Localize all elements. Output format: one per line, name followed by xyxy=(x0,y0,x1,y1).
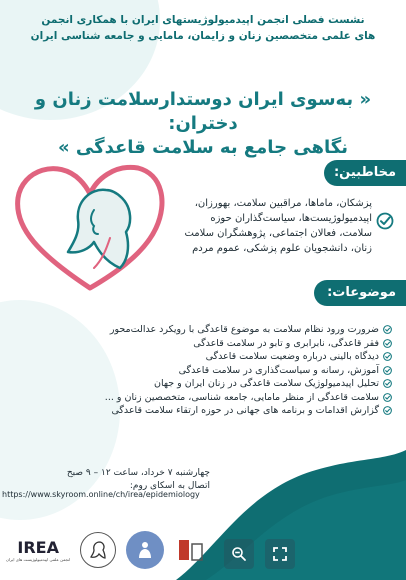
mother-child-icon xyxy=(133,538,157,562)
check-circle-icon xyxy=(376,212,394,230)
midwifery-association-logo xyxy=(126,531,164,569)
audience-line: پزشکان، ماماها، مراقبین سلامت، بهورزان، xyxy=(194,198,372,209)
irea-logo xyxy=(6,538,70,562)
topic-item xyxy=(12,323,392,337)
topic-item xyxy=(12,350,392,364)
audience-heading: مخاطبین: xyxy=(324,160,406,186)
audience-line: سلامت، فعالان اجتماعی، پژوهشگران سلامت xyxy=(184,228,372,239)
event-datetime: چهارشنبه ۷ خرداد، ساعت ۱۲ – ۹ صبح xyxy=(66,468,210,478)
topic-text: سلامت قاعدگی از منظر مامایی، جامعه شناسی، متخصصین زنان و ... xyxy=(104,391,379,403)
gynecology-association-logo xyxy=(80,532,116,568)
sociology-emblem-icon xyxy=(176,536,206,564)
fullscreen-icon xyxy=(272,546,288,562)
topics-heading: موضوعات: xyxy=(314,280,406,306)
header-line-2: های علمی متخصصین زنان و زایمان، مامایی و جامعه شناسی ایران xyxy=(30,30,376,42)
topic-item xyxy=(12,377,392,391)
bullet-check-icon xyxy=(383,393,392,402)
title-line-1: « به‌سوی ایران دوستدارسلامت زنان و دختران: xyxy=(34,89,372,134)
topic-text: گزارش اقدامات و برنامه های جهانی در حوزه ارتقاء سلامت قاعدگی xyxy=(111,405,379,416)
bullet-check-icon xyxy=(383,379,392,388)
irea-logo-subtitle: انجمن علمی اپیدمیولوژیست های ایران xyxy=(6,557,71,562)
topic-text: تحلیل اپیدمیولوژیک سلامت قاعدگی در زنان ایران و جهان xyxy=(153,378,379,389)
audience-line: زنان، دانشجویان علوم پزشکی، عموم مردم xyxy=(192,243,372,254)
zoom-out-icon xyxy=(231,546,247,562)
header-line-1: نشست فصلی انجمن اپیدمیولوژیستهای ایران با همکاری انجمن xyxy=(41,14,365,26)
partner-logos xyxy=(6,530,208,570)
bullet-check-icon xyxy=(383,352,392,361)
bullet-check-icon xyxy=(383,366,392,375)
heart-woman-illustration xyxy=(10,150,170,300)
topic-text: فقر قاعدگی، نابرابری و تابو در سلامت قاعدگی xyxy=(193,337,379,349)
bullet-check-icon xyxy=(383,406,392,415)
topic-text: دیدگاه بالینی درباره وضعیت سلامت قاعدگی xyxy=(205,351,379,362)
topic-text: ضرورت ورود نظام سلامت به موضوع قاعدگی با رویکرد عدالت‌محور xyxy=(109,324,379,335)
topic-item xyxy=(12,404,392,418)
event-connect-label: اتصال به اسکای روم: xyxy=(129,481,210,491)
title-line-2: نگاهی جامع به سلامت قاعدگی » xyxy=(58,137,348,158)
header xyxy=(10,12,396,44)
sociology-association-logo xyxy=(174,535,208,565)
topic-item xyxy=(12,391,392,405)
bullet-check-icon xyxy=(383,339,392,348)
zoom-out-button[interactable] xyxy=(224,539,254,569)
event-url-link[interactable]: https://www.skyroom.online/ch/irea/epidemiology xyxy=(2,490,200,499)
irea-logo-text: IREA xyxy=(17,538,59,557)
audience-line: اپیدمیولوژیست‌ها، سیاست‌گذاران حوزه xyxy=(210,213,372,224)
topic-text: آموزش، رسانه و سیاست‌گذاری در سلامت قاعدگی xyxy=(178,364,379,376)
topic-item xyxy=(12,337,392,351)
fullscreen-button[interactable] xyxy=(265,539,295,569)
topic-item xyxy=(12,364,392,378)
woman-profile-icon xyxy=(87,539,109,561)
audience-text xyxy=(162,196,372,256)
topics-list xyxy=(12,323,392,418)
bullet-check-icon xyxy=(383,325,392,334)
